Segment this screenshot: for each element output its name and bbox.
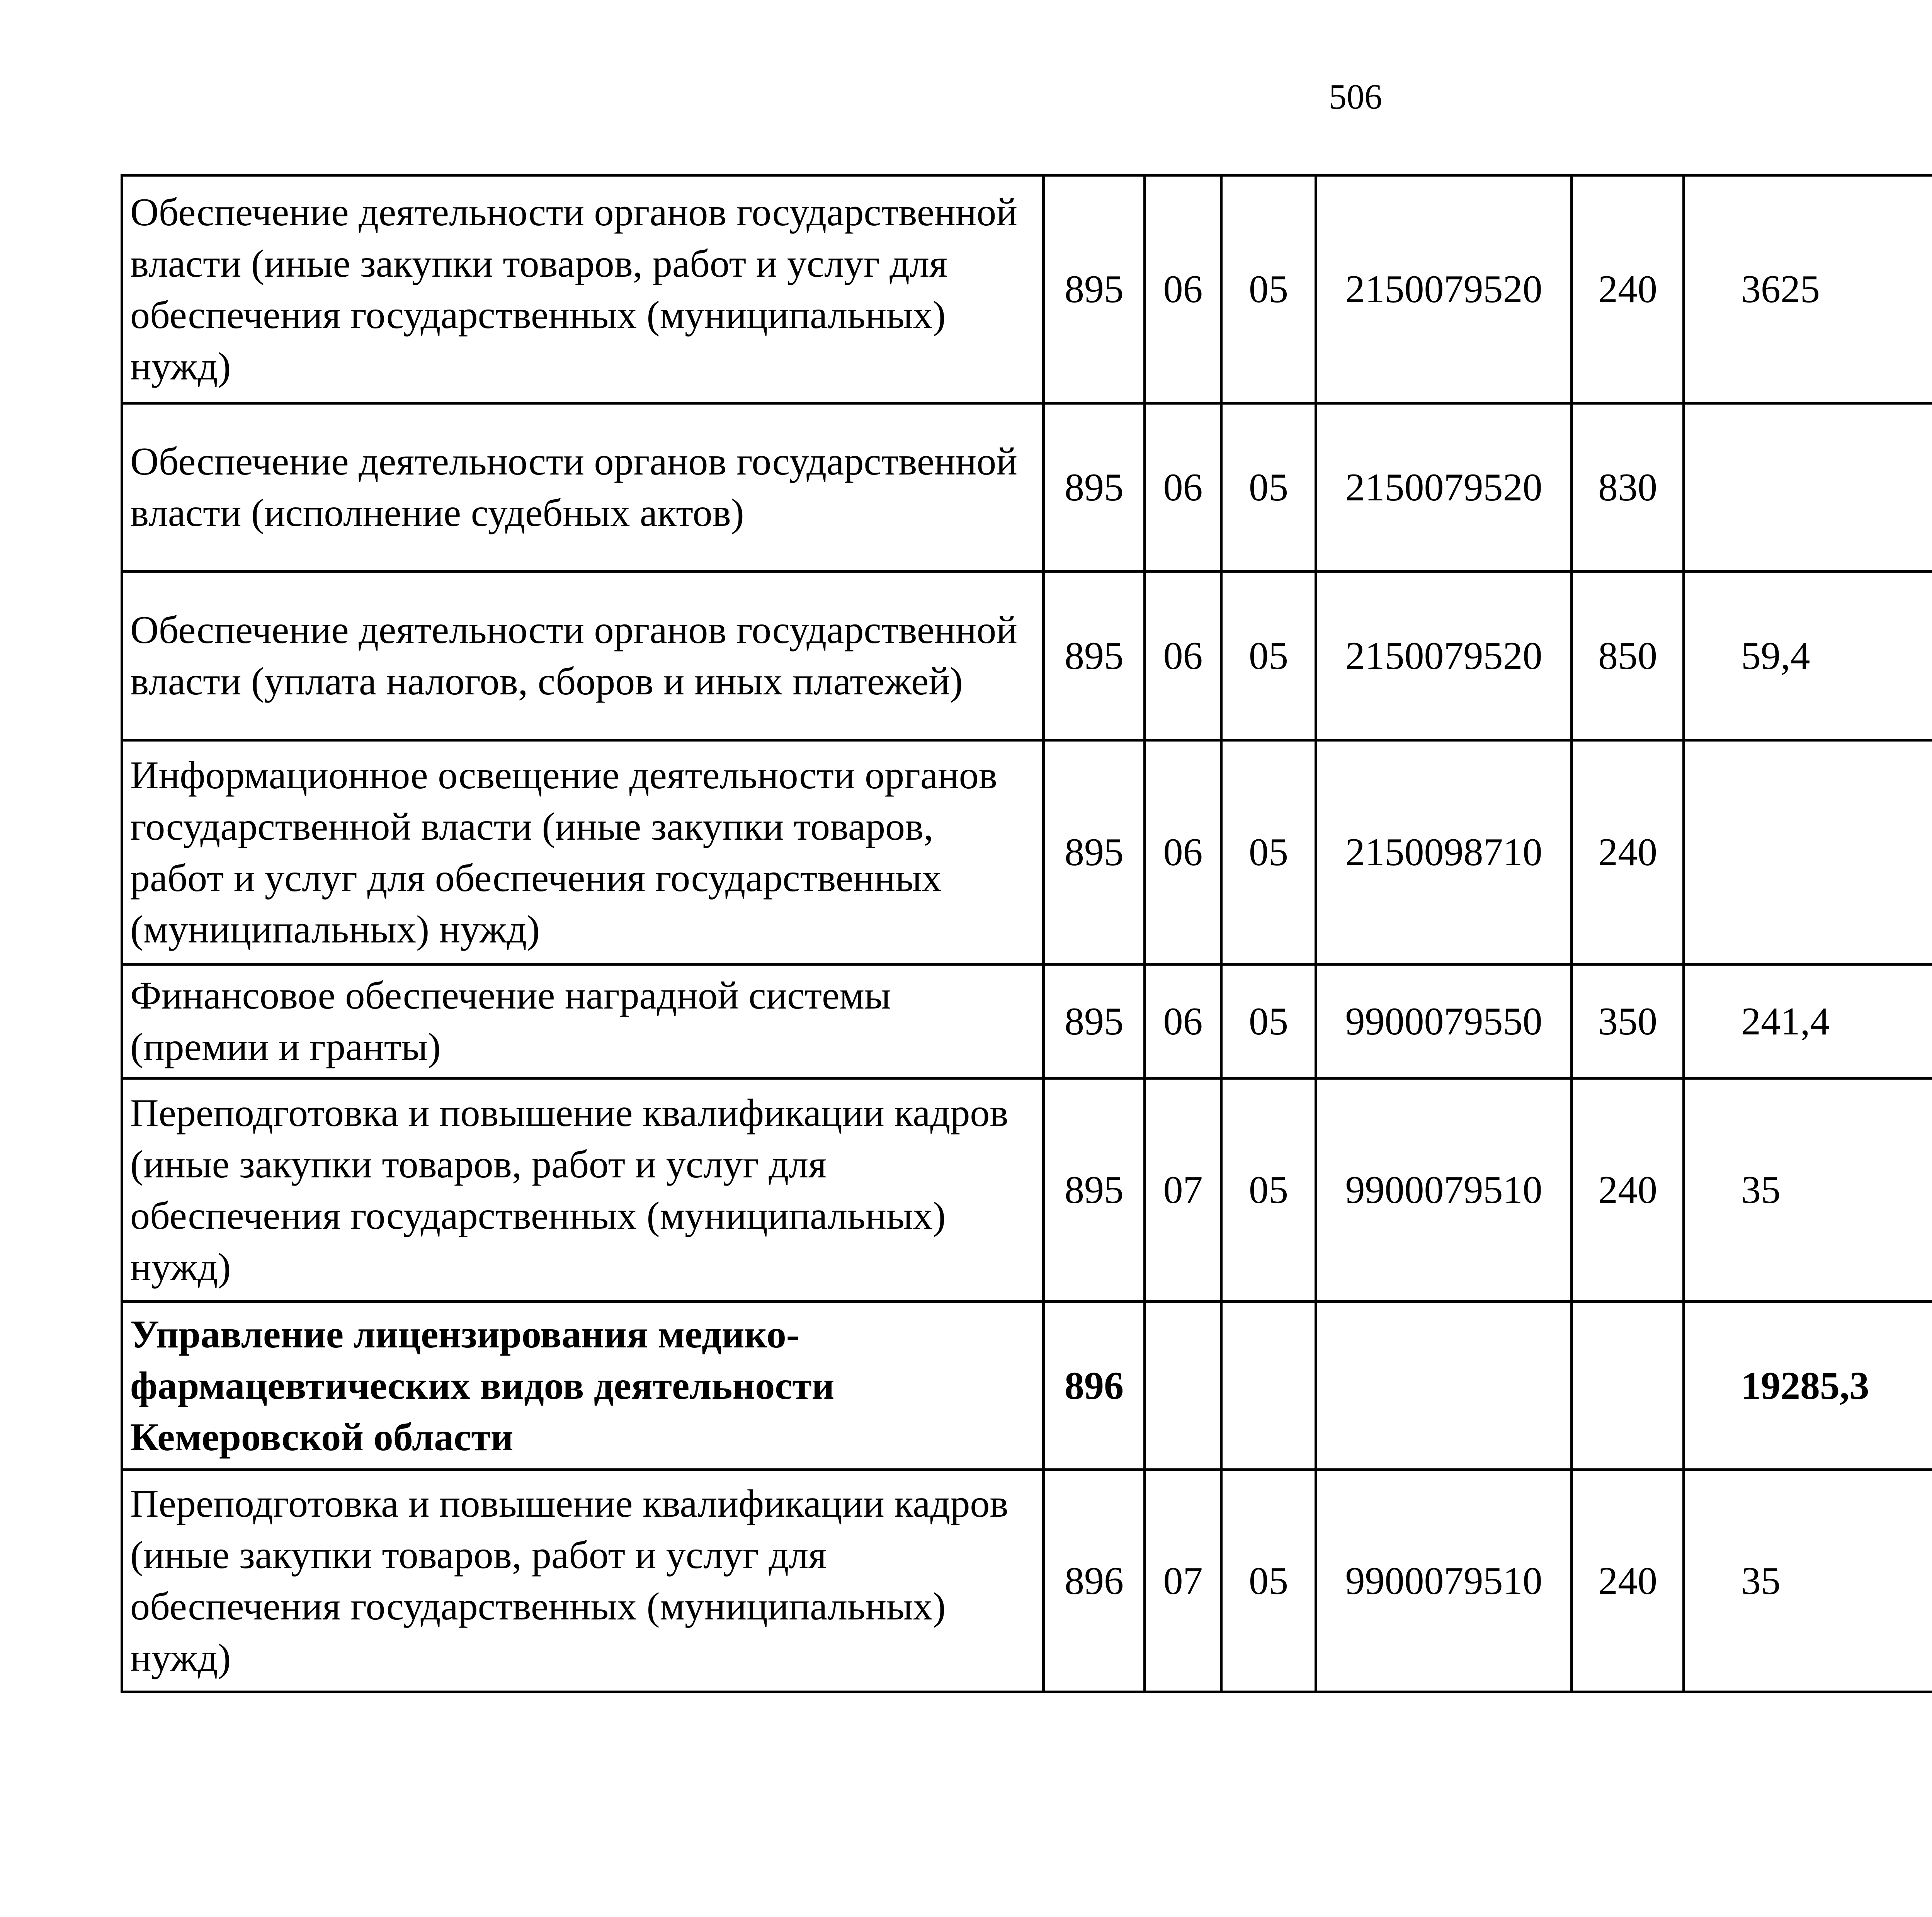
- budget-table: [121, 174, 1932, 1693]
- row-name-cell: Финансовое обеспечение наградной системы (премии и гранты): [122, 964, 1044, 1078]
- amount-1-cell: 241,4: [1684, 964, 1932, 1078]
- amount-1-cell: 3625: [1684, 175, 1932, 403]
- table-row: [122, 1470, 1932, 1692]
- amount-1-cell: 59,4: [1684, 572, 1932, 740]
- row-name-cell: Управление лицензирования медико-фармацевтических видов деятельности Кемеровской области: [122, 1302, 1044, 1470]
- amount-1-cell: 19285,3: [1684, 1302, 1932, 1470]
- expense-type-cell: 240: [1572, 175, 1684, 403]
- row-name-cell: Обеспечение деятельности органов государственной власти (уплата налогов, сборов и иных платежей): [122, 572, 1044, 740]
- subsection-code-cell: 05: [1221, 175, 1316, 403]
- table-row: [122, 964, 1932, 1078]
- target-article-cell: [1316, 1302, 1572, 1470]
- section-code-cell: 06: [1145, 964, 1221, 1078]
- table-row: [122, 1078, 1932, 1302]
- target-article-cell: 9900079510: [1316, 1078, 1572, 1302]
- subsection-code-cell: 05: [1221, 1470, 1316, 1692]
- amount-1-cell: [1684, 740, 1932, 964]
- page-number: 506: [1329, 77, 1382, 116]
- target-article-cell: 2150098710: [1316, 740, 1572, 964]
- section-code-cell: 06: [1145, 175, 1221, 403]
- expense-type-cell: 350: [1572, 964, 1684, 1078]
- ministry-code-cell: 896: [1044, 1470, 1145, 1692]
- section-code-cell: [1145, 1302, 1221, 1470]
- subsection-code-cell: 05: [1221, 964, 1316, 1078]
- ministry-code-cell: 896: [1044, 1302, 1145, 1470]
- subsection-code-cell: [1221, 1302, 1316, 1470]
- row-name-cell: Обеспечение деятельности органов государственной власти (иные закупки товаров, работ и услуг для обеспечения государственных (муниципальных) нужд): [122, 175, 1044, 403]
- ministry-code-cell: 895: [1044, 175, 1145, 403]
- row-name-cell: Информационное освещение деятельности органов государственной власти (иные закупки товаров, работ и услуг для обеспечения государственных (муниципальных) нужд): [122, 740, 1044, 964]
- expense-type-cell: 240: [1572, 1078, 1684, 1302]
- row-name-cell: Обеспечение деятельности органов государственной власти (исполнение судебных актов): [122, 403, 1044, 572]
- table-row: [122, 175, 1932, 403]
- target-article-cell: 2150079520: [1316, 572, 1572, 740]
- section-code-cell: 06: [1145, 740, 1221, 964]
- section-code-cell: 06: [1145, 403, 1221, 572]
- ministry-code-cell: 895: [1044, 964, 1145, 1078]
- subsection-code-cell: 05: [1221, 740, 1316, 964]
- expense-type-cell: 830: [1572, 403, 1684, 572]
- amount-1-cell: 35: [1684, 1078, 1932, 1302]
- expense-type-cell: 240: [1572, 1470, 1684, 1692]
- table-row: [122, 403, 1932, 572]
- table-row: [122, 740, 1932, 964]
- section-code-cell: 07: [1145, 1470, 1221, 1692]
- ministry-code-cell: 895: [1044, 403, 1145, 572]
- expense-type-cell: 850: [1572, 572, 1684, 740]
- subsection-code-cell: 05: [1221, 403, 1316, 572]
- row-name-cell: Переподготовка и повышение квалификации кадров (иные закупки товаров, работ и услуг для обеспечения государственных (муниципальных) нужд): [122, 1078, 1044, 1302]
- table-row: [122, 1302, 1932, 1470]
- subsection-code-cell: 05: [1221, 1078, 1316, 1302]
- section-code-cell: 06: [1145, 572, 1221, 740]
- expense-type-cell: 240: [1572, 740, 1684, 964]
- target-article-cell: 2150079520: [1316, 403, 1572, 572]
- ministry-code-cell: 895: [1044, 740, 1145, 964]
- expense-type-cell: [1572, 1302, 1684, 1470]
- row-name-cell: Переподготовка и повышение квалификации кадров (иные закупки товаров, работ и услуг для обеспечения государственных (муниципальных) нужд): [122, 1470, 1044, 1692]
- subsection-code-cell: 05: [1221, 572, 1316, 740]
- amount-1-cell: 35: [1684, 1470, 1932, 1692]
- amount-1-cell: [1684, 403, 1932, 572]
- section-code-cell: 07: [1145, 1078, 1221, 1302]
- ministry-code-cell: 895: [1044, 1078, 1145, 1302]
- target-article-cell: 2150079520: [1316, 175, 1572, 403]
- ministry-code-cell: 895: [1044, 572, 1145, 740]
- target-article-cell: 9900079510: [1316, 1470, 1572, 1692]
- table-row: [122, 572, 1932, 740]
- target-article-cell: 9900079550: [1316, 964, 1572, 1078]
